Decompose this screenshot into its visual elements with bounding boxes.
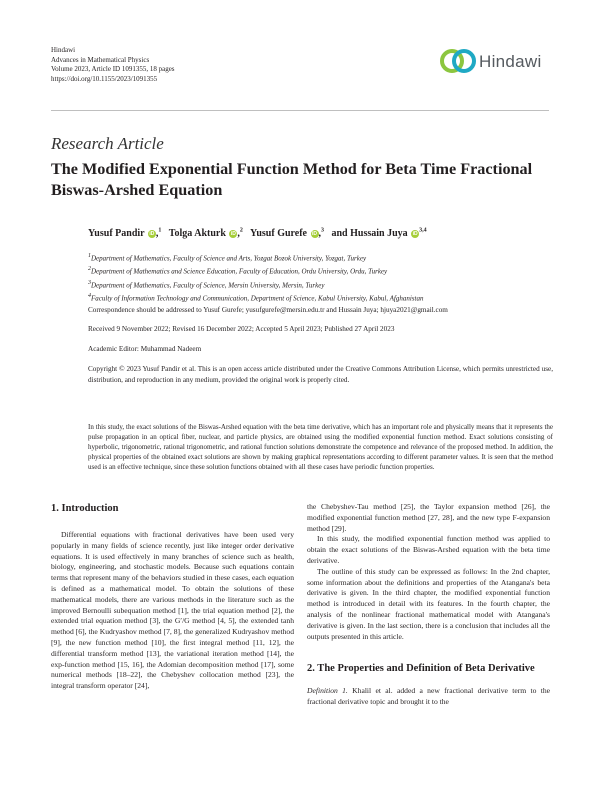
body-paragraph: Differential equations with fractional derivatives have been used very popularly in many fields of science recently, just like integer order derivative equations. It is used effectively in many branches of science such as health, biology, engineering, and stochastic models. Because such equations contain terms that represent many of the behaviors studied in these cases, each equation is defined as a mathematical model. To obtain the solutions of these mathematical models, there are various methods in the literature such as the improved Bernoulli subequation method [1], the trial equation method [2], the extended trial equation method [3], the G′/G method [4, 5], the extended tanh method [6], the Kudryashov method [7, 8], the generalized Kudryashov method [9], the new function method [10], the first integral method [11, 12], the differential transform method [13], the variational iteration method [14], the exp-function method [15, 16], the Adomian decomposition method [17], some numerical methods [18–22], the Chebyshev collocation method [23], the integral transform operator [24],	[51, 530, 294, 691]
article-type: Research Article	[51, 134, 164, 153]
copyright-notice: Copyright © 2023 Yusuf Pandir et al. This is an open access article distributed under the Creative Commons Attribution License, which permits unrestricted use, distribution, and reproduction in any medium, provided the original work is properly cited.	[88, 365, 553, 384]
author-2[interactable]: Tolga Akturk iD ,$^2$	[168, 228, 243, 240]
orcid-icon[interactable]: iD	[312, 231, 317, 238]
body-paragraph: the Chebyshev-Tau method [25], the Taylor expansion method [26], the modified exponential function method [27, 28], and the new type F-expansion method [29].	[307, 502, 550, 533]
right-column	[307, 502, 550, 708]
orcid-icon[interactable]: iD	[149, 231, 155, 238]
body-paragraph: The outline of this study can be expressed as follows: In the 2nd chapter, some information about the definitions and properties of the Atangana's beta derivative is given. In the third chapter, the modified exponential function method is introduced in detail with its features. In the fourth chapter, the analysis of the nonlinear fractional mathematical model with Atangana's derivative is given. In the last section, there is a conclusion that includes all the outputs presented in this article.	[307, 566, 550, 641]
affiliation-item: $^2$Department of Mathematics and Science Education, Faculty of Education, Ordu University, Ordu, Turkey	[88, 266, 388, 276]
affiliation-item: $^4$Faculty of Information Technology and Communication, Department of Science, Kabul University, Kabul, Afghanistan	[88, 292, 424, 303]
volume-info: Volume 2023, Article ID 1091355, 18 pages	[51, 65, 175, 73]
article-dates: Received 9 November 2022; Revised 16 December 2022; Accepted 5 April 2023; Published 27 April 2023	[88, 325, 395, 333]
journal-metadata	[51, 46, 175, 84]
doi-link[interactable]: https://doi.org/10.1155/2023/1091355	[51, 74, 158, 83]
section-heading: 2. The Properties and Definition of Beta Derivative	[307, 663, 535, 675]
author-3[interactable]: Yusuf Gurefe iD ,$^3$	[250, 228, 324, 240]
left-column	[51, 502, 294, 692]
author-1[interactable]: Yusuf Pandir iD ,$^1$	[88, 228, 162, 240]
article-title: The Modified Exponential Function Method for Beta Time Fractional Biswas-Arshed Equation	[51, 160, 533, 199]
author-4[interactable]: and Hussain Juya iD$^{3,4}$	[331, 228, 427, 240]
hindawi-logo-icon	[439, 44, 479, 78]
definition-label: Definition 1.	[307, 686, 348, 696]
orcid-icon[interactable]: iD	[412, 231, 418, 238]
affiliation-item: $^3$Department of Mathematics, Faculty of Science, Mersin University, Mersin, Turkey	[88, 279, 325, 289]
academic-editor: Academic Editor: Muhammad Nadeem	[88, 345, 202, 353]
author-list	[88, 228, 427, 239]
definition-paragraph: Definition 1. Khalil et al. added a new fractional derivative term to the fractional derivative topic and brought it to the	[307, 686, 551, 707]
body-paragraph: In this study, the modified exponential function method was applied to obtain the exact solutions of the Biswas-Arshed equation with the beta time derivative.	[307, 534, 550, 565]
orcid-icon[interactable]: iD	[230, 231, 236, 238]
publisher-name: Hindawi	[51, 46, 76, 54]
abstract: In this study, the exact solutions of the Biswas-Arshed equation with the beta time derivative, which has an important role and physically means that it represents the pulse propagation in an optical fiber, nuclear, and particle physics, are obtained using the modified exponential function method. Exact solutions consisting of hyperbolic, trigonometric, rational trigonometric, and rational function solutions demonstrate the competence and relevance of the proposed method. In addition, the physical properties of the obtained exact solutions are shown by making graphical representations according to different parameter values. It is seen that the method used is an effective technique, since these solution functions obtained with all these cases have periodic function properties.	[88, 423, 553, 471]
journal-name: Advances in Mathematical Physics	[51, 55, 150, 64]
affiliation-item: $^1$Department of Mathematics, Faculty of Science and Arts, Yozgat Bozok University, Yozgat, Turkey	[88, 253, 367, 263]
header-divider	[51, 110, 549, 111]
affiliation-list	[88, 251, 423, 304]
section-heading: 1. Introduction	[51, 503, 119, 514]
hindawi-logo	[439, 44, 559, 78]
correspondence: Correspondence should be addressed to Yusuf Gurefe; yusufgurefe@mersin.edu.tr and Hussain Juya; hjuya2021@gmail.com	[88, 306, 448, 314]
logo-text: Hindawi	[479, 52, 542, 71]
